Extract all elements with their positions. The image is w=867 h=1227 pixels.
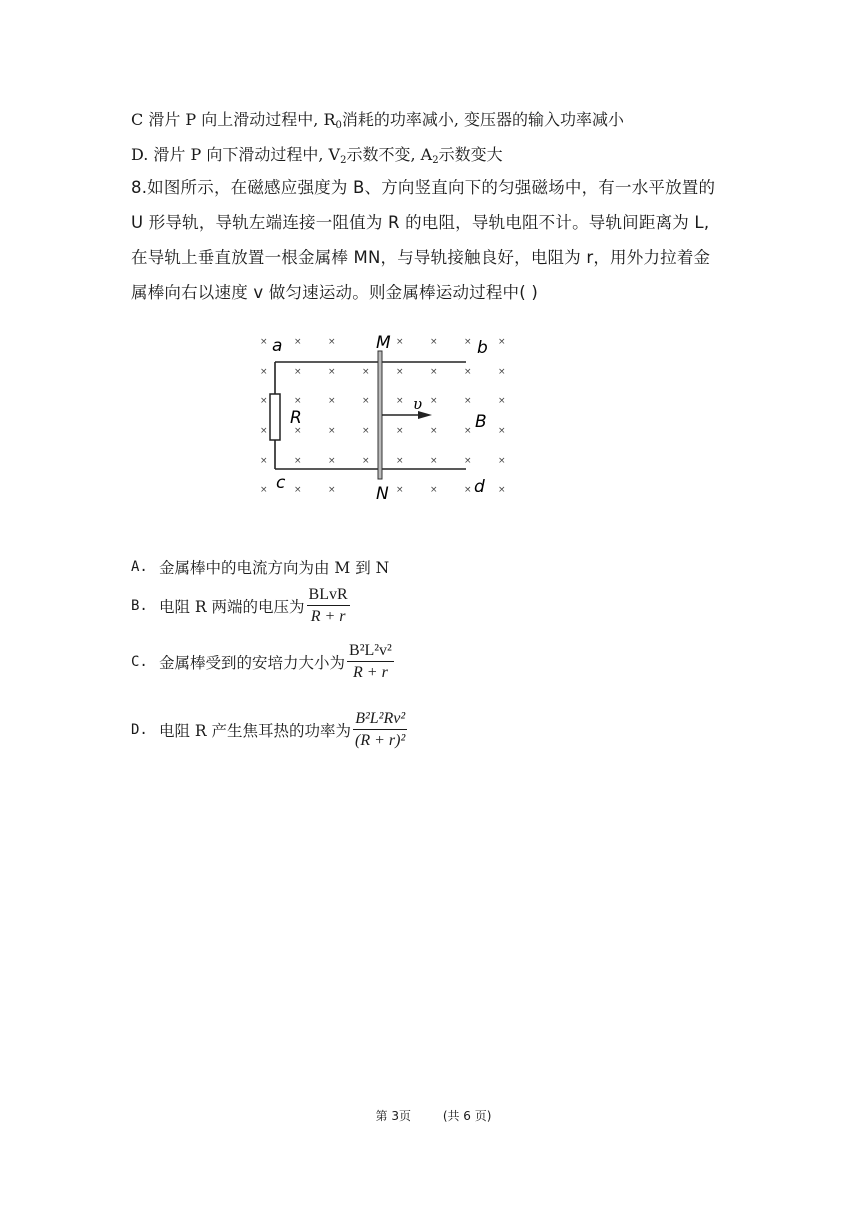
option-d-text: 电阻 R 产生焦耳热的功率为 [159,721,352,740]
field-cross-mark: × [498,426,506,436]
option-a-text: 金属棒中的电流方向为由 M 到 N [159,559,390,577]
option-a-letter: A. [131,559,148,575]
field-cross-mark: × [260,426,268,436]
field-cross-mark: × [260,396,268,406]
field-cross-mark: × [396,456,404,466]
prev-option-c-text-1: C 滑片 P 向上滑动过程中, R [131,110,336,129]
option-d-numerator: B²L²Rv² [353,708,407,730]
field-cross-mark: × [328,456,336,466]
field-cross-mark: × [498,396,506,406]
field-cross-mark: × [328,337,336,347]
label-a: a [272,336,283,356]
field-cross-mark: × [294,367,302,377]
prev-option-d-text-1: D. 滑片 P 向下滑动过程中, V [131,145,341,164]
field-cross-mark: × [294,396,302,406]
label-d: d [474,477,485,497]
page-number: 第 3页 [375,1109,411,1123]
field-cross-mark: × [464,485,472,495]
field-cross-mark: × [362,396,370,406]
prev-option-d-text-2: 示数不变, A [346,145,433,164]
field-cross-mark: × [328,367,336,377]
metal-rod [378,351,382,479]
field-cross-mark: × [260,337,268,347]
label-c: c [276,473,286,493]
resistor [270,394,280,440]
option-d-letter: D. [131,721,148,738]
question-line-4: 属棒向右以速度 v 做匀速运动。则金属棒运动过程中( ) [131,283,538,302]
question-line-3: 在导轨上垂直放置一根金属棒 MN，与导轨接触良好，电阻为 r，用外力拉着金 [131,248,711,267]
option-b-letter: B. [131,597,148,614]
prev-option-d-text-3: 示数变大 [438,145,503,164]
question-line-2: U 形导轨，导轨左端连接一阻值为 R 的电阻，导轨电阻不计。导轨间距离为 L, [131,213,710,232]
option-c-text: 金属棒受到的安培力大小为 [159,653,346,672]
field-cross-mark: × [430,337,438,347]
field-cross-mark: × [430,485,438,495]
field-cross-mark: × [362,426,370,436]
field-cross-mark: × [328,426,336,436]
field-cross-mark: × [260,456,268,466]
option-d-denominator: (R + r)² [355,732,406,749]
option-c[interactable] [131,640,394,683]
subscript-v2: 2 [340,155,347,166]
field-cross-mark: × [328,485,336,495]
label-n: N [376,484,389,504]
subscript-0: 0 [335,120,342,131]
field-cross-mark: × [396,426,404,436]
field-cross-mark: × [430,426,438,436]
field-cross-mark: × [294,426,302,436]
field-cross-mark: × [464,426,472,436]
field-cross-mark: × [328,396,336,406]
field-cross-mark: × [260,367,268,377]
option-c-denominator: R + r [353,664,388,681]
option-b-fraction [307,584,350,627]
option-c-letter: C. [131,653,148,670]
page-total: (共 6 页) [442,1109,492,1123]
circuit-figure [250,326,512,504]
field-cross-mark: × [464,396,472,406]
field-cross-mark: × [396,367,404,377]
field-cross-mark: × [430,367,438,377]
field-cross-mark: × [396,337,404,347]
field-cross-mark: × [396,485,404,495]
option-b-text: 电阻 R 两端的电压为 [159,597,305,616]
field-cross-mark: × [464,456,472,466]
label-v: υ [413,395,423,413]
field-cross-mark: × [294,485,302,495]
option-b-denominator: R + r [310,608,346,625]
field-cross-mark: × [294,337,302,347]
option-d[interactable] [131,708,407,751]
label-r: R [290,408,302,428]
option-c-numerator: B²L²v² [347,640,394,662]
field-cross-mark: × [498,337,506,347]
label-b: b [477,338,488,358]
option-d-fraction [353,708,407,751]
field-cross-mark: × [362,456,370,466]
field-cross-mark: × [396,396,404,406]
option-b[interactable] [131,584,350,627]
question-line-1: 8.如图所示，在磁感应强度为 B、方向竖直向下的匀强磁场中，有一水平放置的 [131,178,716,197]
option-a[interactable] [131,556,389,578]
field-cross-mark: × [430,456,438,466]
page-footer [0,1107,867,1124]
field-cross-mark: × [260,485,268,495]
option-b-numerator: BLvR [307,584,350,606]
field-cross-mark: × [294,456,302,466]
field-cross-mark: × [362,367,370,377]
label-m: M [376,333,391,353]
prev-option-c-text-2: 消耗的功率减小, 变压器的输入功率减小 [341,110,625,129]
prev-option-c [131,108,624,132]
field-cross-mark: × [464,337,472,347]
option-c-fraction [347,640,394,683]
field-cross-mark: × [464,367,472,377]
label-field-b: B [475,412,487,432]
prev-option-d [131,143,503,167]
field-cross-mark: × [430,396,438,406]
field-cross-mark: × [498,456,506,466]
field-cross-mark: × [498,367,506,377]
field-cross-mark: × [498,485,506,495]
subscript-a2: 2 [432,155,439,166]
